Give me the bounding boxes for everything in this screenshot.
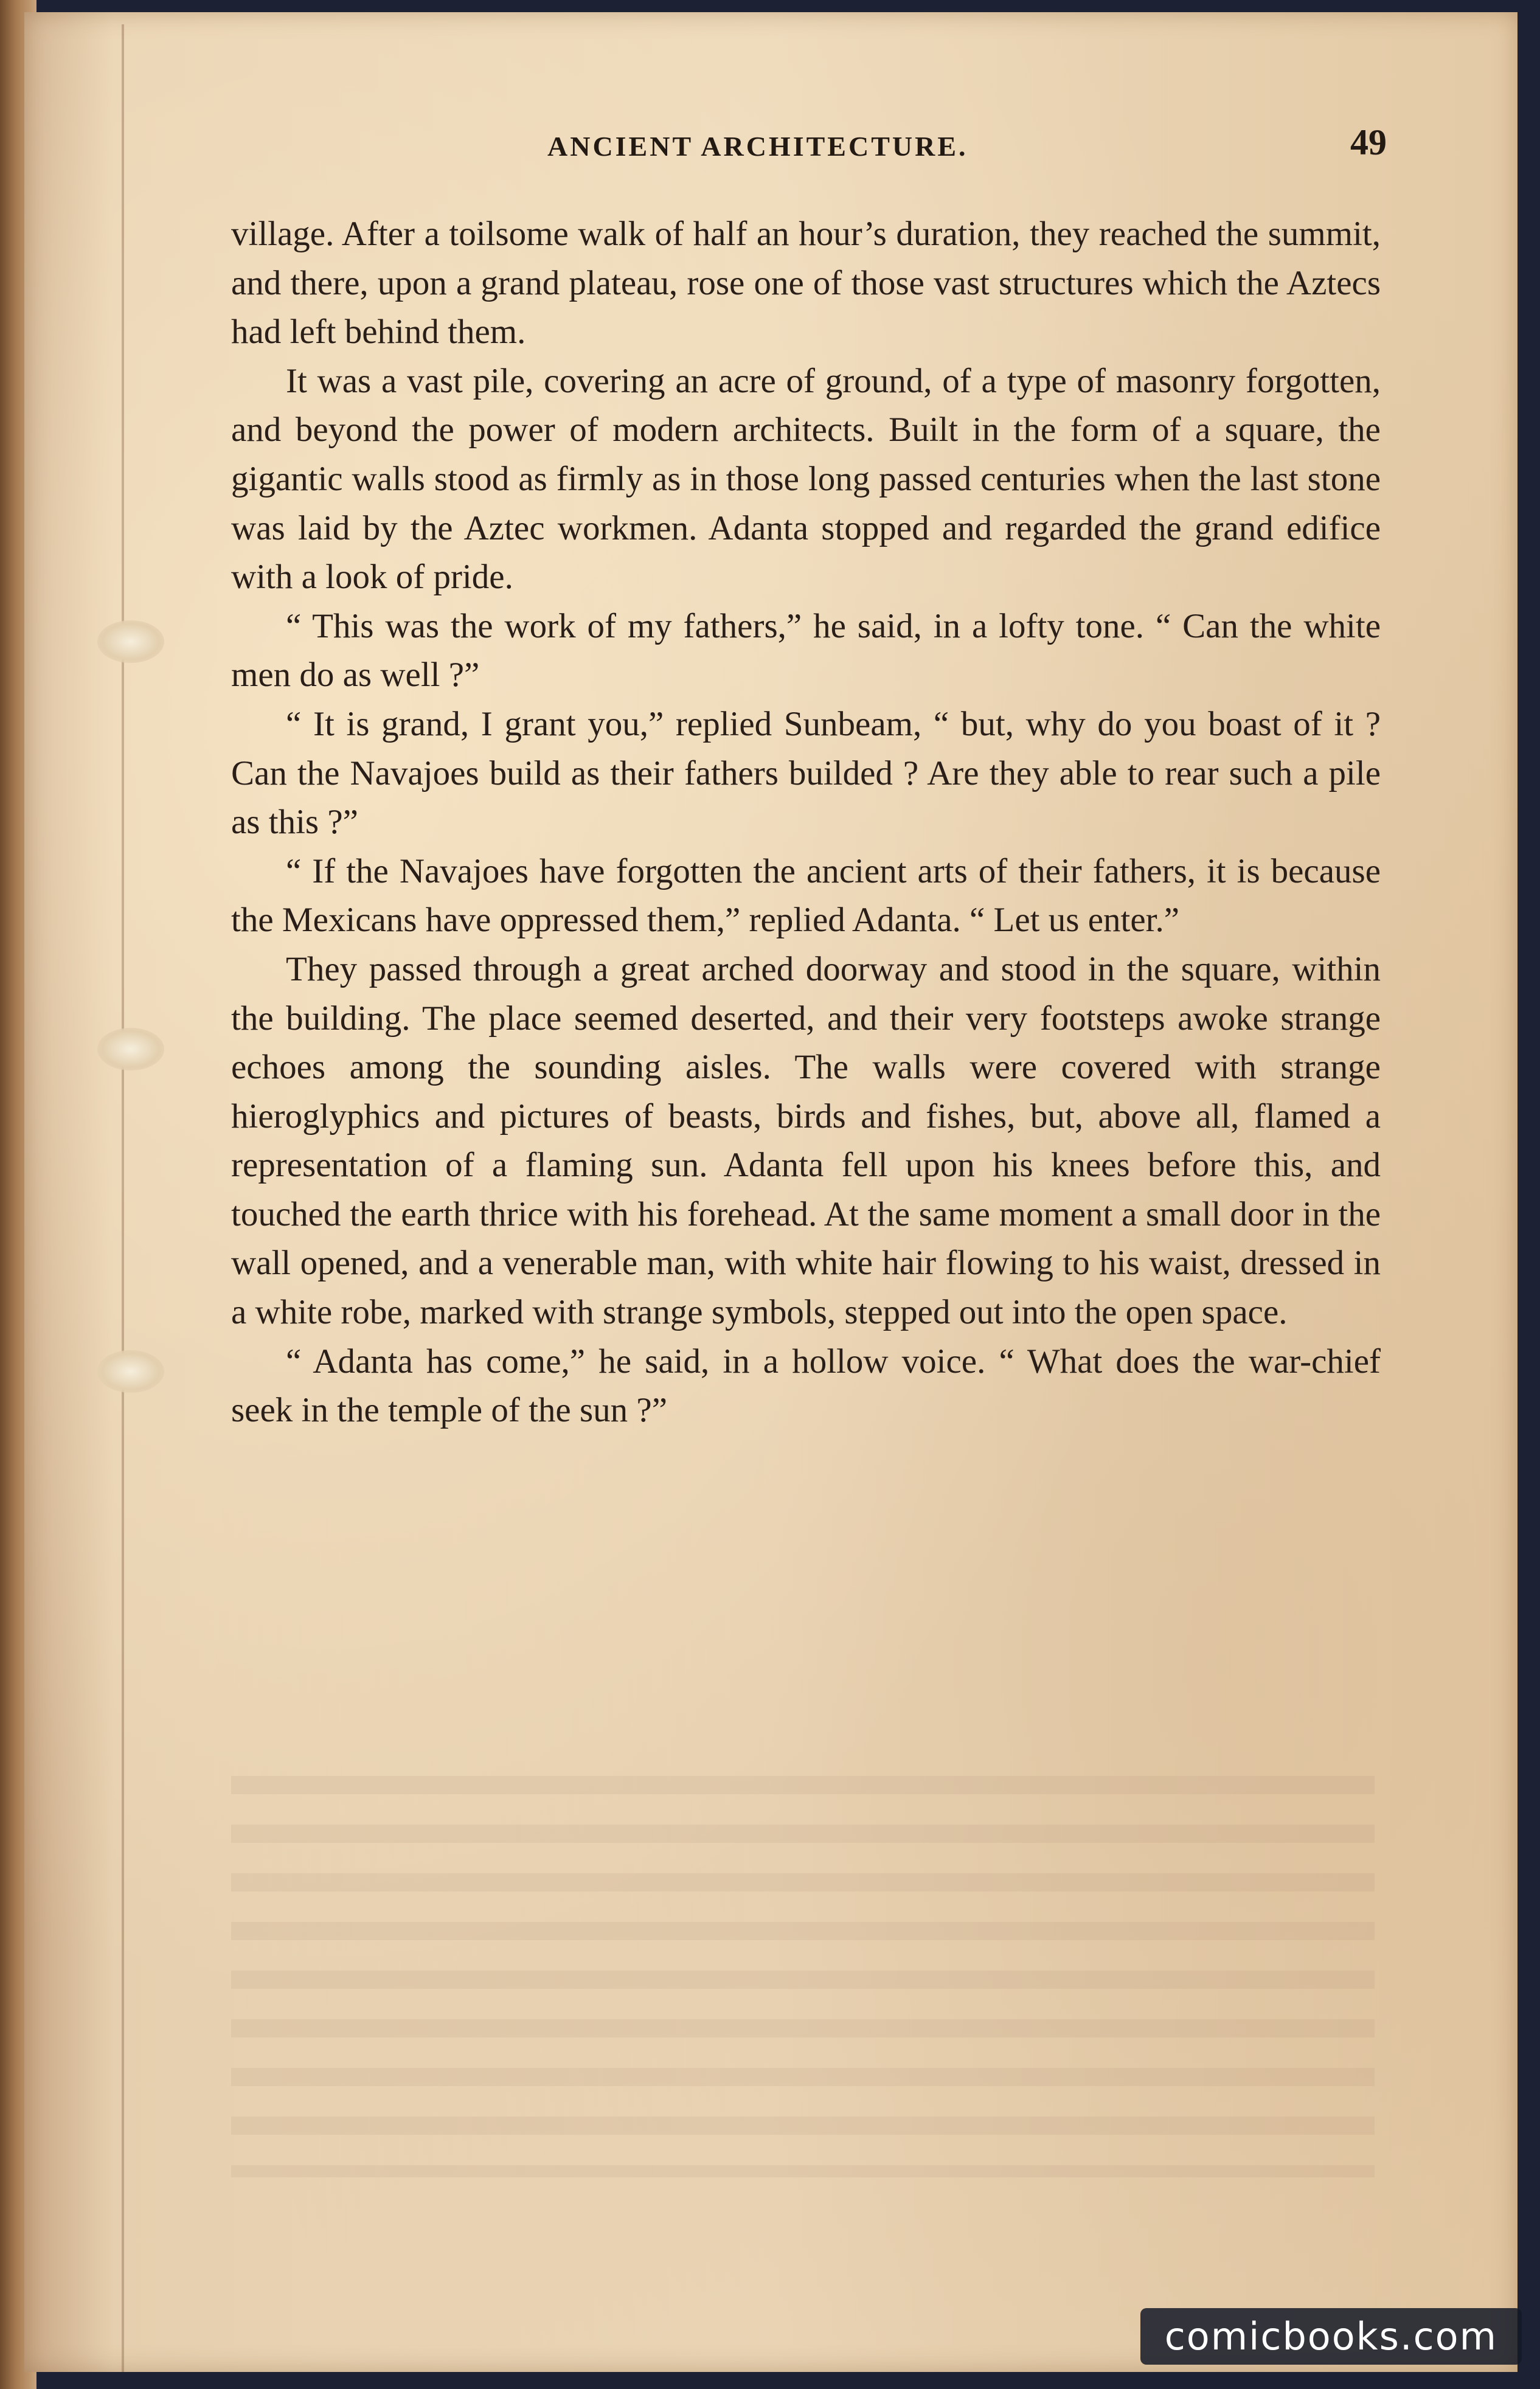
page-header xyxy=(231,122,1387,176)
page-number: 49 xyxy=(1350,122,1387,162)
binding-stitch-3 xyxy=(97,1350,164,1393)
show-through-text xyxy=(231,1752,1375,2177)
body-text xyxy=(231,210,1381,1435)
paragraph-4: “ It is grand, I grant you,” replied Sunbeam, “ but, why do you boast of it ? Can the Navajoes build as their fathers builded ? Are they able to rear such a pile as this ?” xyxy=(231,704,1381,842)
paragraph-7: “ Adanta has come,” he said, in a hollow voice. “ What does the war-chief seek in the temple of the sun ?” xyxy=(231,1342,1381,1430)
running-head: ANCIENT ARCHITECTURE. xyxy=(547,131,968,162)
paragraph-5: “ If the Navajoes have forgotten the ancient arts of their fathers, it is because the Mexicans have oppressed them,” replied Adanta. “ Let us enter.” xyxy=(231,851,1381,940)
binding-stitch-2 xyxy=(97,1028,164,1070)
paragraph-3: “ This was the work of my fathers,” he said, in a lofty tone. “ Can the white men do as well ?” xyxy=(231,606,1381,695)
paragraph-2: It was a vast pile, covering an acre of ground, of a type of masonry forgotten, and beyond the power of modern architects. Built in the form of a square, the gigantic walls stood as firmly as in those long passed centuries when the last stone was laid by the Aztec workmen. Adanta stopped and regarded the grand edifice with a look of pride. xyxy=(231,361,1381,597)
paragraph-1: village. After a toilsome walk of half an hour’s duration, they reached the summit, and there, upon a grand plateau, rose one of those vast structures which the Aztecs had left behind them. xyxy=(231,215,1381,352)
gutter-fold xyxy=(122,24,124,2372)
binding-stitch-1 xyxy=(97,620,164,663)
watermark: comicbooks.com xyxy=(1140,2308,1522,2365)
paragraph-6: They passed through a great arched doorway and stood in the square, within the building. The place seemed deserted, and their very footsteps awoke strange echoes among the sounding aisles. The walls were covered with strange hieroglyphics and pictures of beasts, birds and fishes, but, above all, flamed a representation of a flaming sun. Adanta fell upon his knees before this, and touched the earth thrice with his forehead. At the same moment a small door in the wall opened, and a venerable man, with white hair flowing to his waist, dressed in a white robe, marked with strange symbols, stepped out into the open space. xyxy=(231,949,1381,1332)
